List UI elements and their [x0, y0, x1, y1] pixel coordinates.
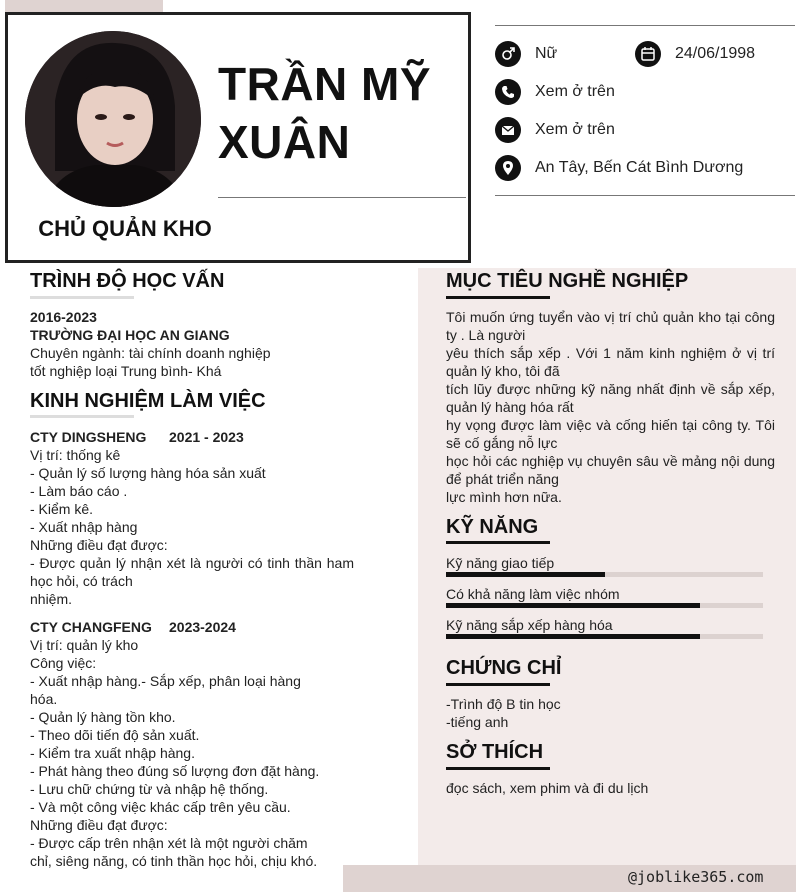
- candidate-name: [218, 55, 463, 171]
- experience-title: KINH NGHIỆM LÀM VIỆC: [30, 390, 266, 412]
- certificate-item: -Trình độ B tin học: [446, 696, 561, 712]
- section-underline: [446, 767, 550, 770]
- job-line: - Lưu chữ chứng từ và nhập hệ thống.: [30, 781, 269, 797]
- gender-value: Nữ: [535, 45, 558, 62]
- phone-icon: [495, 79, 521, 105]
- mail-icon: [495, 117, 521, 143]
- divider: [495, 195, 795, 196]
- gender-icon: [495, 41, 521, 67]
- job-line: Những điều đạt được:: [30, 817, 168, 833]
- skill-level: [446, 572, 605, 577]
- job-period: 2023-2024: [169, 619, 236, 635]
- location-icon: [495, 155, 521, 181]
- phone-value: Xem ở trên: [535, 83, 615, 100]
- job-line: - Xuất nhập hàng.- Sắp xếp, phân loại hàng hóa.: [30, 673, 301, 707]
- job-line: - Quản lý hàng tồn kho.: [30, 709, 176, 725]
- objective-line: hy vọng được làm việc và cống hiến tại công ty. Tôi sẽ cố gắng nỗ lực: [446, 417, 775, 451]
- divider: [495, 25, 795, 26]
- education-line: Chuyên ngành: tài chính doanh nghiệp: [30, 345, 271, 361]
- objective-line: yêu thích sắp xếp . Với 1 năm kinh nghiệm ở vị trí quản lý kho, tôi đã: [446, 345, 775, 379]
- job-line: nhiệm.: [30, 591, 73, 607]
- hobbies-text: đọc sách, xem phim và đi du lịch: [446, 780, 649, 796]
- skill-bar: [446, 603, 763, 608]
- section-underline: [446, 296, 550, 299]
- divider: [218, 197, 466, 198]
- objective-line: tích lũy được những kỹ năng nhất định về sắp xếp, quản lý hàng hóa rất: [446, 381, 775, 415]
- education-period: 2016-2023: [30, 309, 97, 325]
- objective-text: [446, 308, 775, 506]
- section-underline: [446, 683, 550, 686]
- education-line: tốt nghiệp loại Trung bình- Khá: [30, 363, 222, 379]
- job-company: CTY DINGSHENG: [30, 429, 147, 445]
- job-line: - Phát hàng theo đúng số lượng đơn đặt hàng.: [30, 763, 320, 779]
- education-title: TRÌNH ĐỘ HỌC VẤN: [30, 270, 225, 292]
- objective-line: lực mình hơn nữa.: [446, 489, 562, 505]
- skill-bar: [446, 572, 763, 577]
- job-line: Công việc:: [30, 655, 97, 671]
- skill-level: [446, 603, 700, 608]
- skill-label: Kỹ năng sắp xếp hàng hóa: [446, 617, 613, 633]
- job-line: Những điều đạt được:: [30, 537, 168, 553]
- job-period: 2021 - 2023: [169, 429, 244, 445]
- birthday-value: 24/06/1998: [675, 45, 756, 62]
- section-underline: [30, 296, 134, 299]
- skill-bar: [446, 634, 763, 639]
- job-line: - Xuất nhập hàng: [30, 519, 138, 535]
- objective-line: học hỏi các nghiệp vụ chuyên sâu về mảng nội dung để phát triển năng: [446, 453, 775, 487]
- job-line: - Theo dõi tiến độ sản xuất.: [30, 727, 200, 743]
- email-value: Xem ở trên: [535, 121, 615, 138]
- job-line: - Được quản lý nhận xét là người có tinh thần ham học hỏi, có trách: [30, 555, 354, 589]
- calendar-icon: [635, 41, 661, 67]
- job-description: [30, 636, 330, 870]
- skills-title: KỸ NĂNG: [446, 516, 539, 538]
- job-description: [30, 446, 354, 608]
- name-line-1: TRẦN MỸ: [218, 58, 432, 110]
- job-line: - Được cấp trên nhận xét là một người chăm chỉ, siêng năng, có tinh thần học hỏi, chịu khó.: [30, 835, 318, 869]
- job-line: - Và một công việc khác cấp trên yêu cầu.: [30, 799, 291, 815]
- job-line: - Kiểm tra xuất nhập hàng.: [30, 745, 195, 761]
- skill-label: Kỹ năng giao tiếp: [446, 555, 555, 571]
- section-underline: [30, 415, 134, 418]
- skill-level: [446, 634, 700, 639]
- section-underline: [446, 541, 550, 544]
- job-title: CHỦ QUẢN KHO: [38, 216, 212, 241]
- hobbies-title: SỞ THÍCH: [446, 741, 544, 763]
- objective-title: MỤC TIÊU NGHỀ NGHIỆP: [446, 270, 689, 292]
- job-line: - Quản lý số lượng hàng hóa sản xuất: [30, 465, 266, 481]
- name-line-2: XUÂN: [218, 116, 351, 168]
- job-line: Vị trí: thống kê: [30, 447, 121, 463]
- job-line: - Làm báo cáo .: [30, 483, 128, 499]
- job-line: Vị trí: quản lý kho: [30, 637, 139, 653]
- skill-label: Có khả năng làm việc nhóm: [446, 586, 620, 602]
- job-line: - Kiểm kê.: [30, 501, 94, 517]
- address-value: An Tây, Bến Cát Bình Dương: [535, 159, 744, 176]
- footer-website[interactable]: @joblike365.com: [628, 868, 764, 886]
- certificates-title: CHỨNG CHỈ: [446, 657, 562, 679]
- avatar: [25, 31, 201, 207]
- education-school: TRƯỜNG ĐẠI HỌC AN GIANG: [30, 327, 230, 343]
- objective-line: Tôi muốn ứng tuyển vào vị trí chủ quản kho tại công ty . Là người: [446, 309, 775, 343]
- job-company: CTY CHANGFENG: [30, 619, 152, 635]
- certificate-item: -tiếng anh: [446, 714, 509, 730]
